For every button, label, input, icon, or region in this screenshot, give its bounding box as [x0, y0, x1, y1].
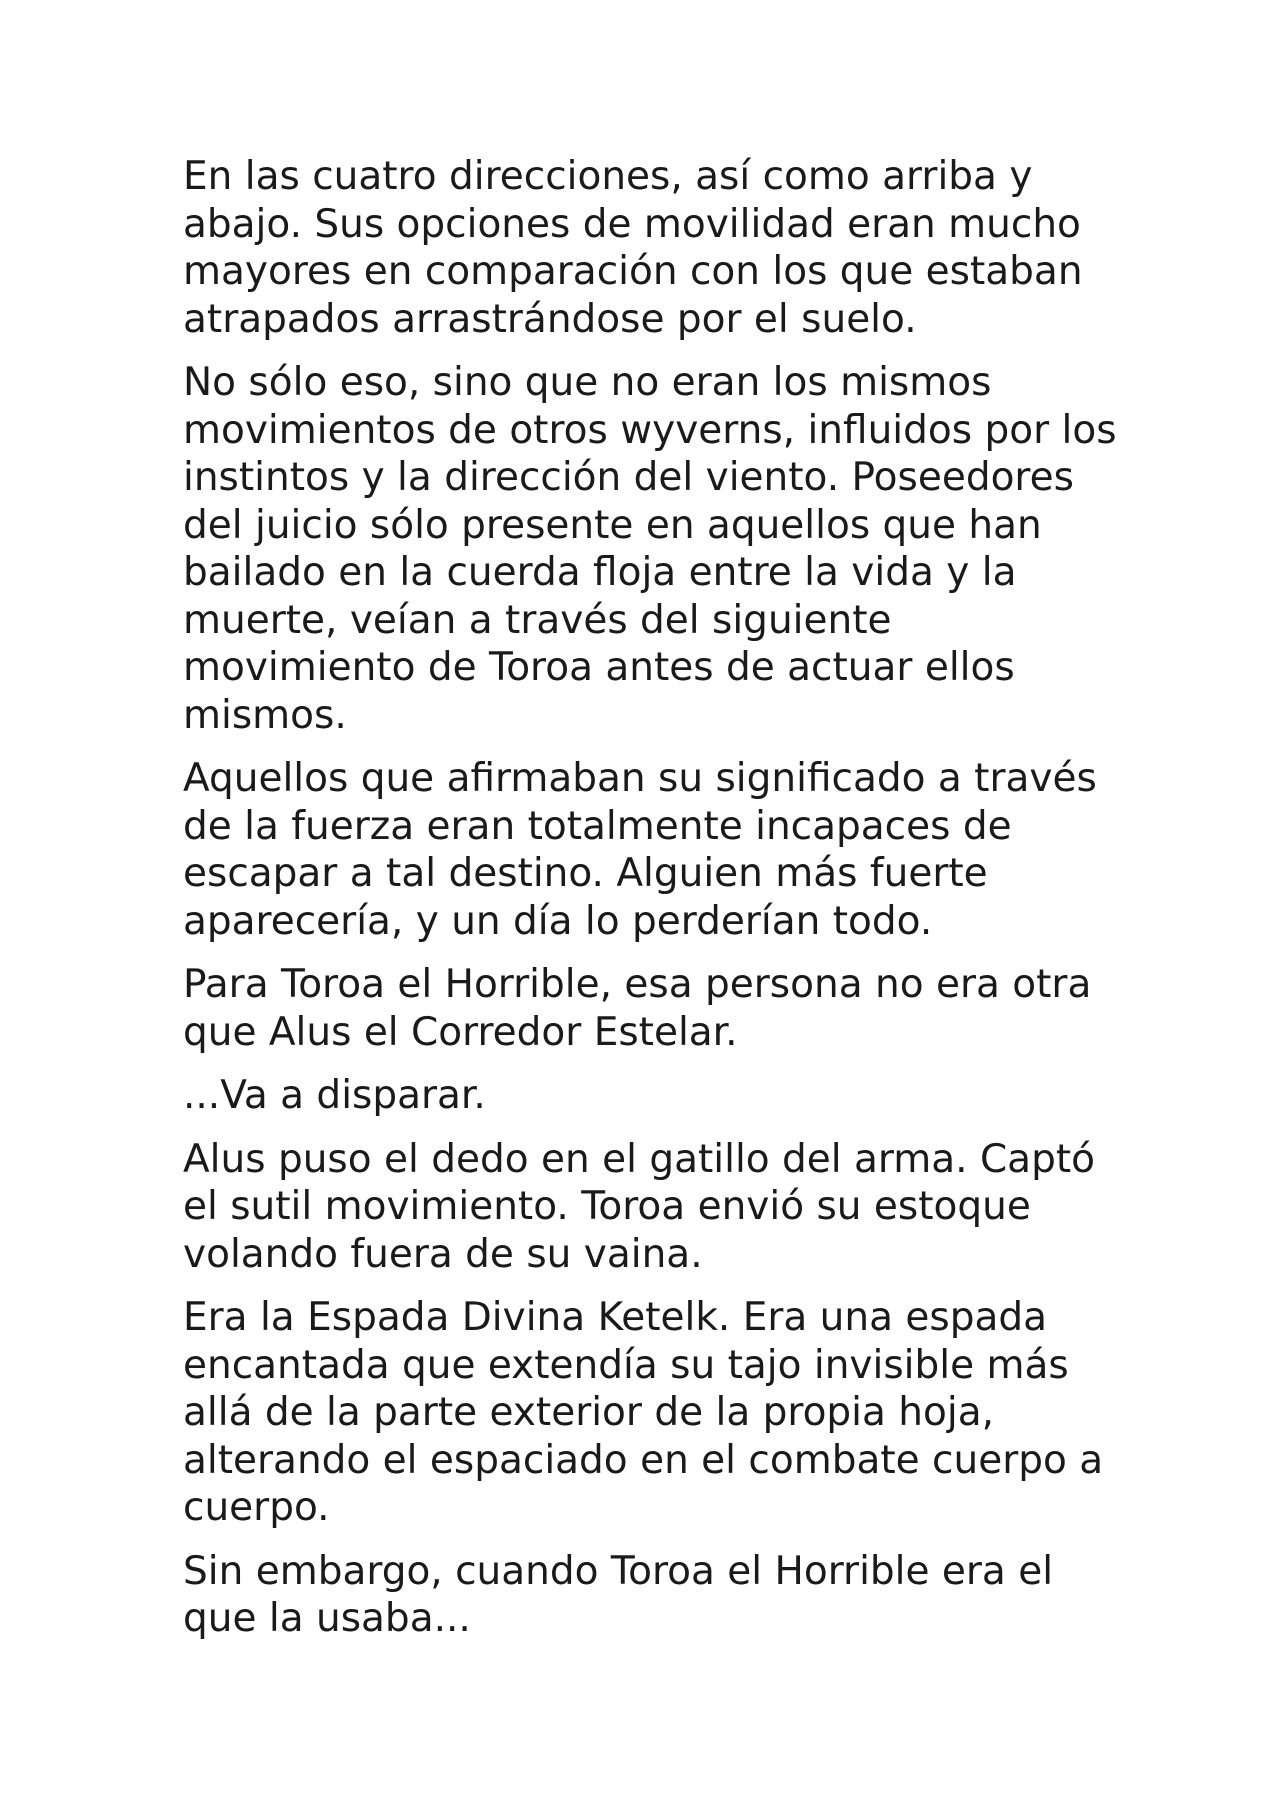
- paragraph: Aquellos que afirmaban su significado a través de la fuerza eran totalmente incapaces de escapar a tal destino. Alguien más fuerte aparecería, y un día lo perderían todo.: [183, 756, 1097, 944]
- paragraph: ...Va a disparar.: [183, 1073, 486, 1118]
- paragraph: En las cuatro direcciones, así como arriba y abajo. Sus opciones de movilidad eran mucho mayores en comparación con los que estaban atrapados arrastrándose por el suelo.: [183, 154, 1083, 342]
- paragraph: Para Toroa el Horrible, esa persona no era otra que Alus el Corredor Estelar.: [183, 962, 1092, 1055]
- paragraph: Sin embargo, cuando Toroa el Horrible era el que la usaba...: [183, 1548, 1054, 1641]
- document-page: [183, 153, 1123, 1659]
- paragraph: No sólo eso, sino que no eran los mismos movimientos de otros wyverns, influidos por los instintos y la dirección del viento. Poseedores del juicio sólo presente en aquellos que han bailado en la cuerda floja entre la vida y la muerte, veían a través del siguiente movimiento de Toroa antes de actuar ellos mismos.: [183, 360, 1117, 738]
- paragraph: Era la Espada Divina Ketelk. Era una espada encantada que extendía su tajo invisible más allá de la parte exterior de la propia hoja, alterando el espaciado en el combate cuerpo a cuerpo.: [183, 1295, 1104, 1530]
- paragraph: Alus puso el dedo en el gatillo del arma. Captó el sutil movimiento. Toroa envió su estoque volando fuera de su vaina.: [183, 1136, 1095, 1277]
